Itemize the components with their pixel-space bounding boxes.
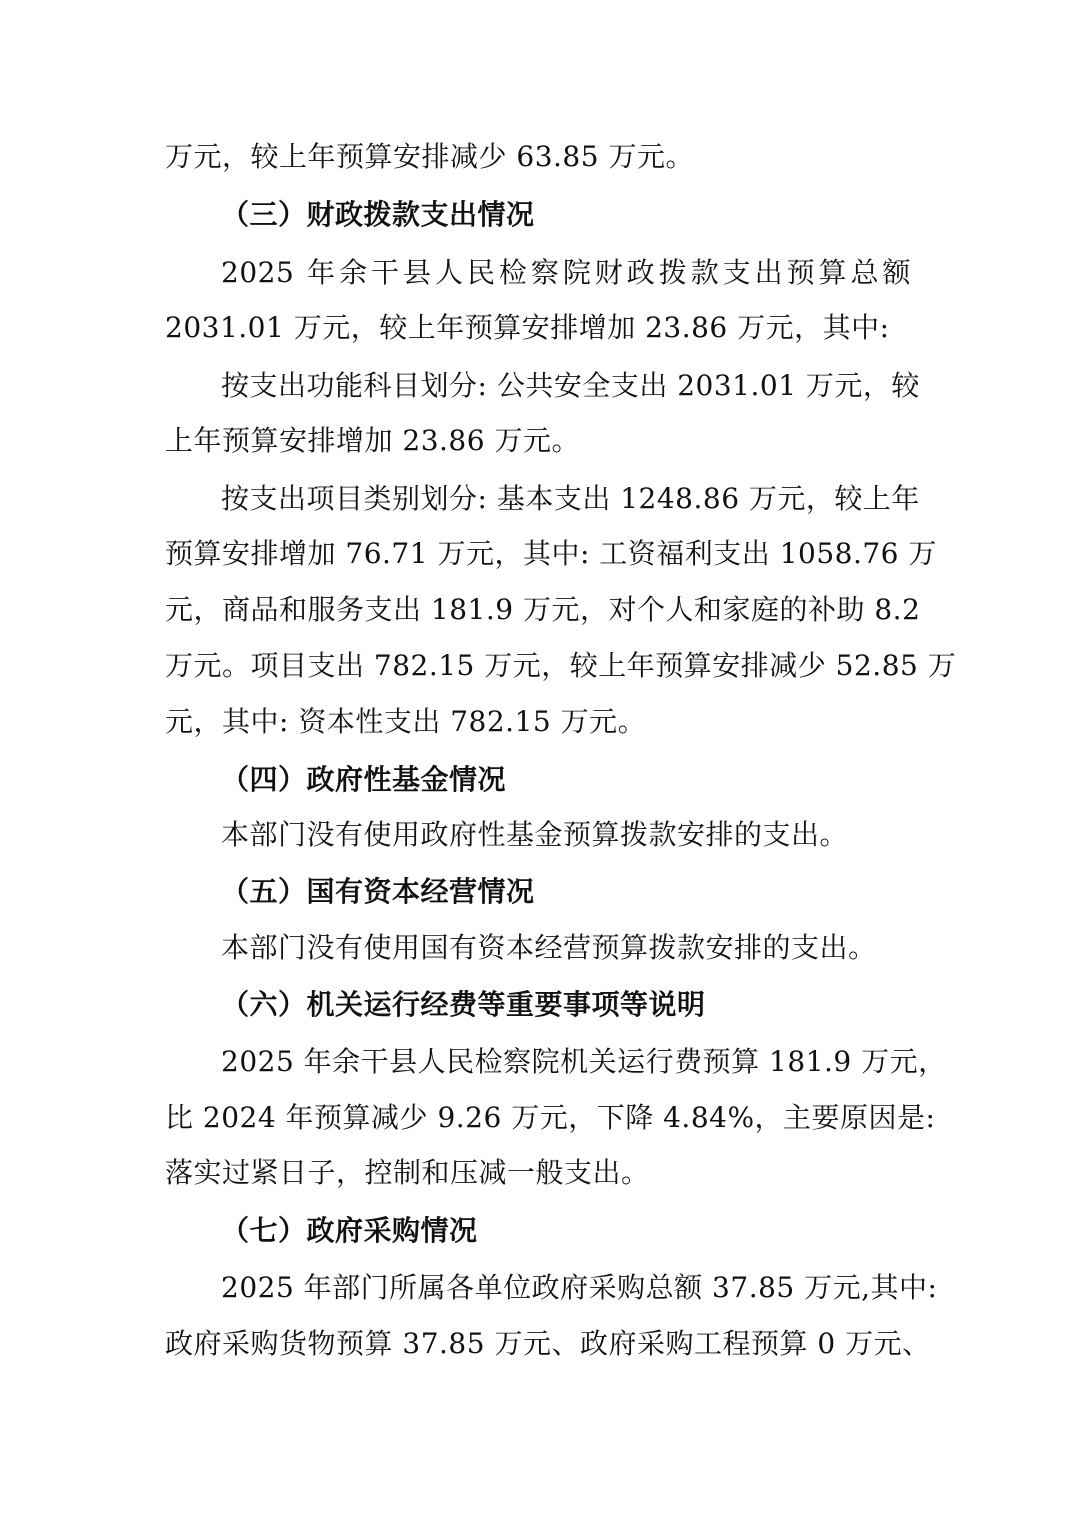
section-heading-7: （七）政府采购情况 (221, 1214, 478, 1247)
paragraph-line: 2031.01 万元，较上年预算安排增加 23.86 万元，其中: (165, 311, 890, 344)
paragraph-line: 上年预算安排增加 23.86 万元。 (165, 424, 580, 457)
paragraph-line: 预算安排增加 76.71 万元，其中: 工资福利支出 1058.76 万 (165, 537, 937, 570)
paragraph-line: 政府采购货物预算 37.85 万元、政府采购工程预算 0 万元、 (165, 1327, 931, 1360)
paragraph-line: 落实过紧日子，控制和压减一般支出。 (165, 1156, 650, 1189)
paragraph-line: 元，商品和服务支出 181.9 万元，对个人和家庭的补助 8.2 (165, 593, 921, 626)
paragraph-line: 元，其中: 资本性支出 782.15 万元。 (165, 705, 647, 738)
paragraph-line: 本部门没有使用政府性基金预算拨款安排的支出。 (221, 818, 849, 851)
paragraph-line: 本部门没有使用国有资本经营预算拨款安排的支出。 (221, 931, 877, 964)
section-heading-6: （六）机关运行经费等重要事项等说明 (221, 988, 706, 1021)
paragraph-line: 2025 年余干县人民检察院财政拨款支出预算总额 (221, 256, 911, 289)
paragraph-line: 万元。项目支出 782.15 万元，较上年预算安排减少 52.85 万 (165, 649, 957, 682)
section-heading-5: （五）国有资本经营情况 (221, 875, 535, 908)
paragraph-line: 万元，较上年预算安排减少 63.85 万元。 (165, 140, 694, 173)
paragraph-line: 2025 年余干县人民检察院机关运行费预算 181.9 万元， (221, 1045, 947, 1078)
paragraph-line: 按支出功能科目划分: 公共安全支出 2031.01 万元，较 (221, 369, 920, 402)
paragraph-line: 按支出项目类别划分: 基本支出 1248.86 万元，较上年 (221, 482, 920, 515)
paragraph-line: 比 2024 年预算减少 9.26 万元，下降 4.84%，主要原因是: (165, 1101, 936, 1134)
section-heading-4: （四）政府性基金情况 (221, 763, 507, 796)
section-heading-3: （三）财政拨款支出情况 (221, 198, 535, 231)
paragraph-line: 2025 年部门所属各单位政府采购总额 37.85 万元,其中: (221, 1271, 938, 1304)
